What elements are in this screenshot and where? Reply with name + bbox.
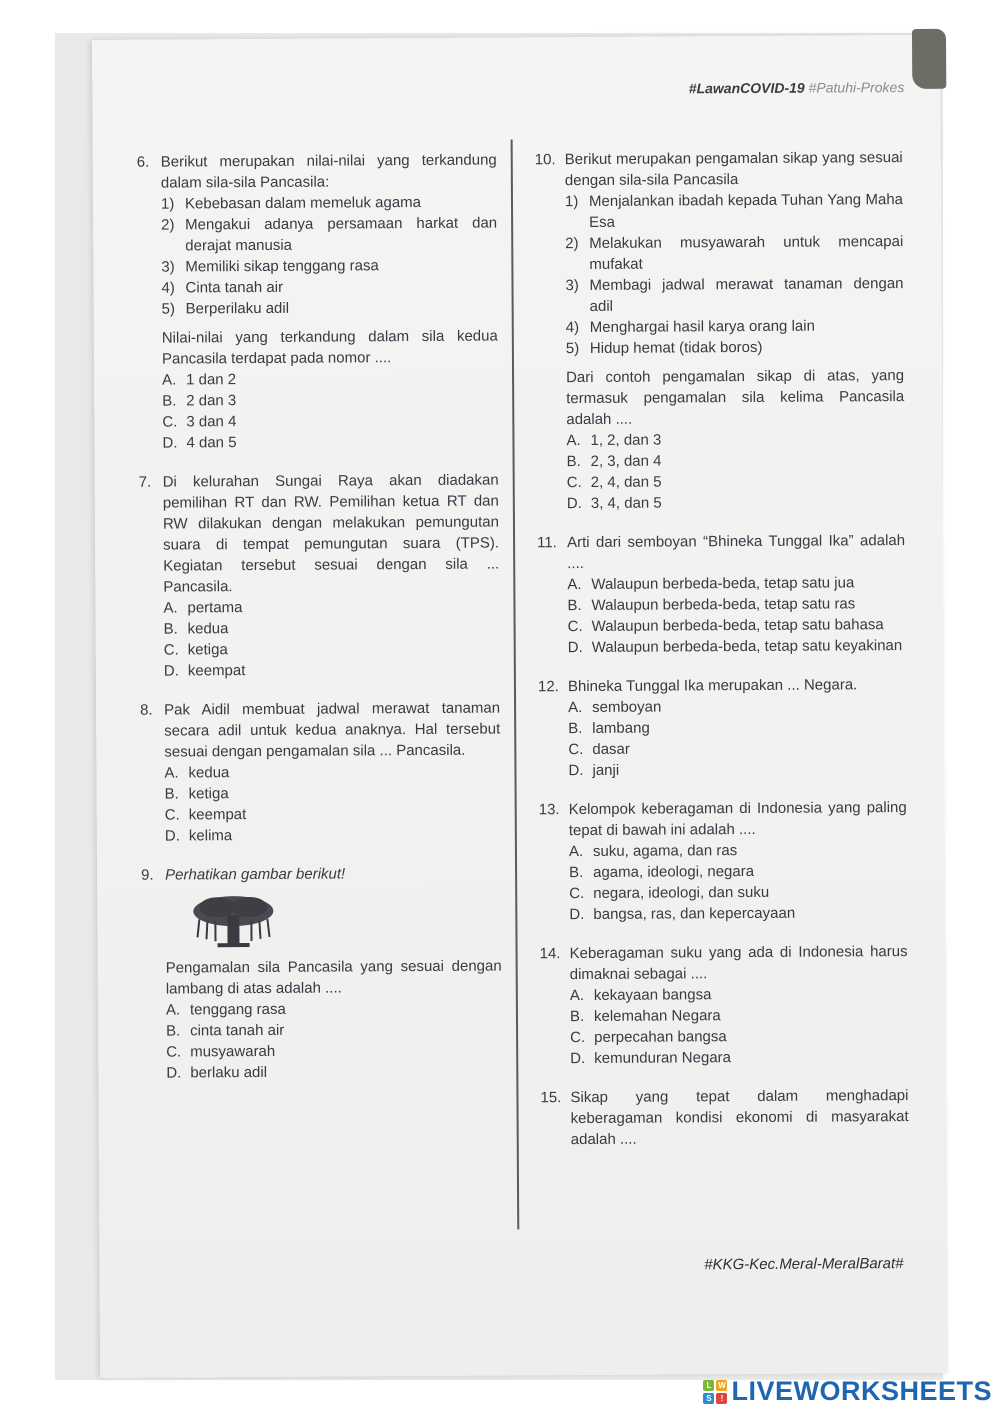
question-prompt: Pengamalan sila Pancasila yang sesuai dengan lambang di atas adalah .... (165, 957, 502, 998)
list-item: 5) Berperilaku adil (161, 299, 290, 318)
banyan-tree-icon (187, 893, 279, 950)
answer-option-c[interactable]: C. Walaupun berbeda-beda, tetap satu bahasa (567, 616, 884, 636)
binder-clip (912, 29, 946, 89)
question-number: 10. (534, 151, 556, 169)
answer-option-b[interactable]: B. kedua (163, 620, 229, 638)
header-hashtag (689, 79, 905, 96)
answer-options (166, 998, 503, 1084)
answer-option-c[interactable]: C. ketiga (163, 641, 228, 659)
answer-option-d[interactable]: D. bangsa, ras, dan kepercayaan (569, 904, 796, 924)
column-divider (511, 139, 520, 1229)
answer-option-d[interactable]: D. Walaupun berbeda-beda, tetap satu keyakinan (567, 637, 903, 657)
question-stem: Sikap yang tepat dalam menghadapi keberagaman kondisi ekonomi di masyarakat adalah .... (570, 1087, 909, 1149)
list-item: 1) Menjalankan ibadah kepada Tuhan Yang Maha Esa (564, 191, 904, 231)
list-item: 5) Hidup hemat (tidak boros) (565, 338, 763, 358)
question-stem: Pak Aidil membuat jadwal merawat tanaman secara adil untuk kedua anaknya. Hal tersebut sesuai dengan pengamalan sila ... Pancasila. (164, 699, 501, 761)
answer-options (567, 572, 906, 658)
question-15 (540, 1085, 908, 1150)
answer-option-b[interactable]: B. 2 dan 3 (162, 392, 237, 410)
question-number: 12. (537, 678, 559, 696)
statement-list (565, 189, 904, 359)
answer-option-a[interactable]: A. kekayaan bangsa (569, 986, 712, 1005)
question-10 (535, 147, 905, 514)
question-prompt: Nilai-nilai yang terkandung dalam sila kedua Pancasila terdapat pada nomor .... (161, 327, 498, 368)
answer-options (164, 761, 501, 847)
answer-options (569, 839, 908, 925)
answer-option-d[interactable]: D. kelima (164, 827, 233, 845)
answer-option-c[interactable]: C. 2, 4, dan 5 (566, 473, 662, 492)
question-stem: Keberagaman suku yang ada di Indonesia harus dimaknai sebagai .... (569, 943, 908, 984)
question-stem: Kelompok keberagaman di Indonesia yang paling tepat di bawah ini adalah .... (568, 799, 907, 840)
question-number: 9. (141, 866, 154, 884)
answer-options (162, 368, 499, 454)
question-stem: Bhineka Tunggal Ika merupakan ... Negara. (567, 676, 858, 696)
question-number: 13. (538, 801, 560, 819)
right-column (535, 147, 909, 1168)
question-14 (540, 941, 909, 1069)
question-number: 15. (540, 1089, 562, 1107)
answer-option-b[interactable]: B. Walaupun berbeda-beda, tetap satu ras (567, 595, 856, 615)
question-number: 7. (138, 473, 152, 491)
question-6 (137, 150, 499, 454)
answer-option-a[interactable]: A. suku, agama, dan ras (568, 842, 738, 861)
answer-option-c[interactable]: C. 3 dan 4 (162, 413, 237, 431)
answer-option-c[interactable]: C. keempat (164, 806, 247, 824)
answer-option-b[interactable]: B. ketiga (164, 785, 229, 803)
hashtag-main: #LawanCOVID-19 (688, 79, 805, 97)
left-column (137, 150, 503, 1102)
answer-option-c[interactable]: C. musyawarah (166, 1042, 276, 1061)
answer-option-b[interactable]: B. kelemahan Negara (569, 1007, 721, 1026)
answer-option-d[interactable]: D. 3, 4, dan 5 (566, 494, 662, 513)
question-8 (140, 698, 501, 847)
answer-option-a[interactable]: A. Walaupun berbeda-beda, tetap satu jua (567, 574, 855, 594)
answer-option-d[interactable]: D. kemunduran Negara (570, 1049, 732, 1068)
list-item: 4) Menghargai hasil karya orang lain (565, 317, 815, 337)
answer-option-a[interactable]: A. tenggang rasa (165, 1000, 286, 1019)
answer-option-a[interactable]: A. 1, 2, dan 3 (566, 431, 662, 450)
answer-option-b[interactable]: B. 2, 3, dan 4 (566, 452, 662, 471)
statement-list (161, 192, 498, 320)
liveworksheets-logo[interactable] (703, 1376, 992, 1407)
footer-hashtag: #KKG-Kec.Meral-MeralBarat# (704, 1255, 904, 1274)
list-item: 3) Membagi jadwal merawat tanaman dengan adil (565, 275, 904, 315)
question-12 (538, 674, 907, 781)
answer-option-c[interactable]: C. negara, ideologi, dan suku (569, 883, 770, 903)
answer-option-b[interactable]: B. agama, ideologi, negara (569, 862, 755, 882)
question-11 (537, 530, 906, 658)
list-item: 2) Melakukan musyawarah untuk mencapai mufakat (565, 233, 904, 273)
liveworksheets-icon: L W S ! (703, 1380, 727, 1404)
answer-option-c[interactable]: C. dasar (568, 740, 630, 759)
question-stem: Arti dari semboyan “Bhineka Tunggal Ika” adalah .... (567, 532, 906, 573)
answer-option-c[interactable]: C. perpecahan bangsa (570, 1028, 727, 1047)
answer-options (163, 596, 500, 682)
question-stem: Perhatikan gambar berikut! (165, 865, 346, 884)
answer-options (570, 983, 909, 1069)
answer-option-b[interactable]: B. cinta tanah air (166, 1021, 285, 1040)
answer-options (566, 428, 905, 514)
question-stem: Berikut merupakan nilai-nilai yang terkandung dalam sila-sila Pancasila: (160, 151, 497, 192)
worksheet-page (92, 35, 948, 1378)
question-stem: Berikut merupakan pengamalan sikap yang sesuai dengan sila-sila Pancasila (564, 149, 903, 190)
answer-option-a[interactable]: A. pertama (163, 599, 243, 617)
question-prompt: Dari contoh pengamalan sikap di atas, yang termasuk pengamalan sila kelima Pancasila adalah .... (566, 367, 905, 429)
answer-option-d[interactable]: D. 4 dan 5 (162, 434, 237, 452)
answer-option-a[interactable]: A. 1 dan 2 (162, 371, 237, 389)
answer-option-d[interactable]: D. keempat (163, 662, 246, 680)
answer-options (568, 695, 907, 781)
question-number: 11. (537, 534, 557, 552)
question-7 (139, 470, 500, 682)
answer-option-b[interactable]: B. lambang (568, 719, 650, 738)
question-number: 14. (539, 945, 561, 963)
answer-option-d[interactable]: D. janji (568, 761, 620, 780)
list-item: 4) Cinta tanah air (161, 278, 284, 297)
question-9 (141, 863, 502, 1084)
question-number: 8. (140, 701, 153, 719)
list-item: 2) Mengakui adanya persamaan harkat dan derajat manusia (161, 214, 498, 255)
question-13 (539, 797, 908, 925)
answer-option-d[interactable]: D. berlaku adil (166, 1063, 268, 1082)
hashtag-faint: #Patuhi-Prokes (808, 79, 905, 96)
answer-option-a[interactable]: A. semboyan (568, 698, 662, 717)
question-stem: Di kelurahan Sungai Raya akan diadakan pemilihan RT dan RW. Pemilihan ketua RT dan RW dilakukan dengan melakukan pemungutan suara di tempat pemungutan suara (TPS). Kegiatan tersebut sesuai dengan sila ... Pancasila. (162, 471, 500, 596)
question-number: 6. (136, 153, 150, 171)
brand-name: LIVEWORKSHEETS (731, 1376, 992, 1406)
list-item: 3) Memiliki sikap tenggang rasa (161, 257, 379, 276)
answer-option-a[interactable]: A. kedua (164, 764, 230, 782)
list-item: 1) Kebebasan dalam memeluk agama (160, 193, 422, 213)
